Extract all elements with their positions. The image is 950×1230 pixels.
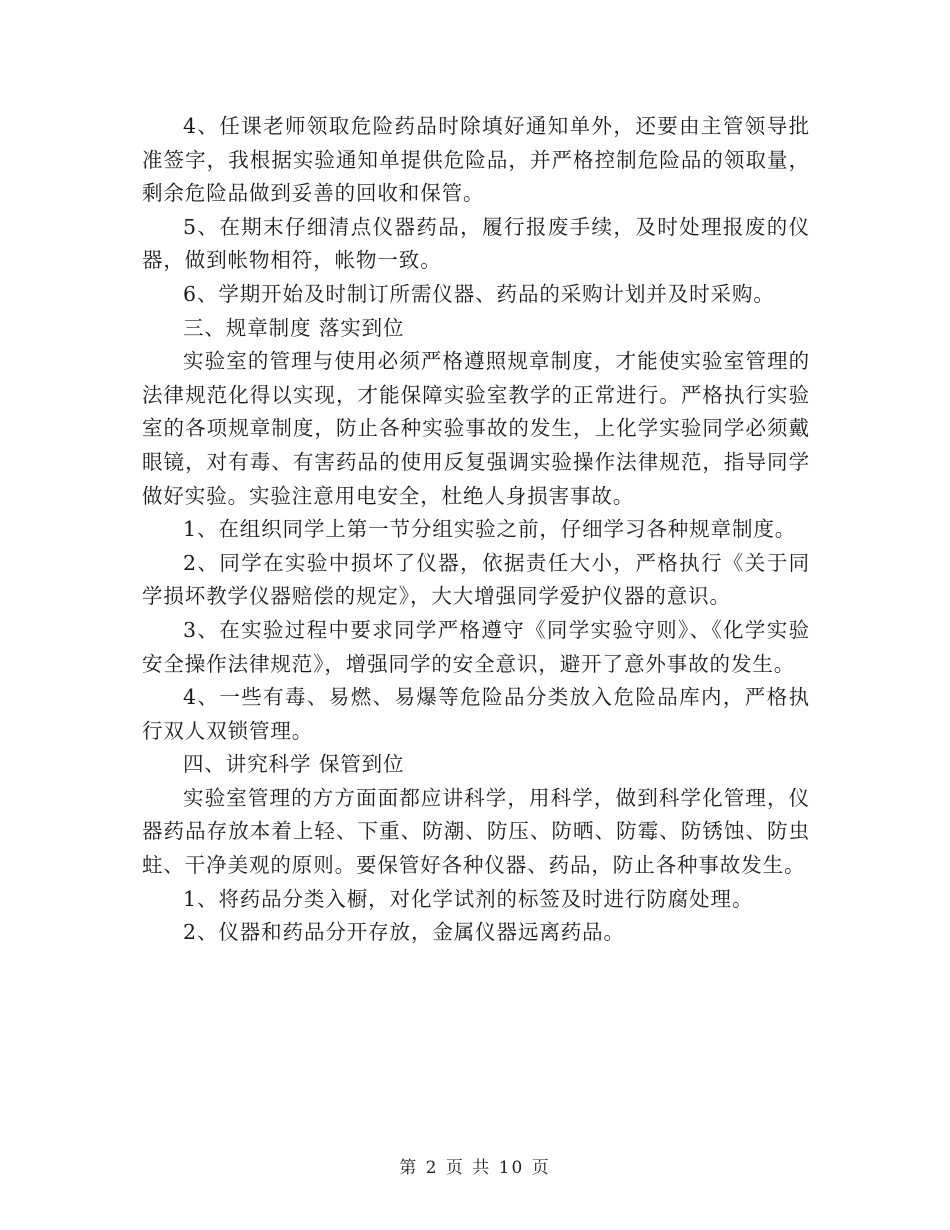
paragraph-regulations-item-1: 1、在组织同学上第一节分组实验之前，仔细学习各种规章制度。: [183, 517, 797, 542]
section-heading-science: 四、讲究科学 保管到位: [183, 752, 405, 777]
paragraph-science-item-1: 1、将药品分类入橱，对化学试剂的标签及时进行防腐处理。: [183, 886, 754, 911]
section-heading-regulations: 三、规章制度 落实到位: [183, 315, 405, 340]
paragraph-regulations-item-2: 2、同学在实验中损坏了仪器，依据责任大小，严格执行《关于同学损坏教学仪器赔偿的规定》，大大增强同学爱护仪器的意识。: [142, 550, 810, 609]
page-number-footer: 第 2 页 共 10 页: [399, 1158, 551, 1178]
paragraph-item-5-inventory: 5、在期末仔细清点仪器药品，履行报废手续，及时处理报废的仪器，做到帐物相符，帐物一致。: [142, 214, 810, 273]
paragraph-regulations-intro: 实验室的管理与使用必须严格遵照规章制度，才能使实验室管理的法律规范化得以实现，才能保障实验室教学的正常进行。严格执行实验室的各项规章制度，防止各种实验事故的发生，上化学实验同学必须戴眼镜，对有毒、有害药品的使用反复强调实验操作法律规范，指导同学做好实验。实验注意用电安全，杜绝人身损害事故。: [142, 349, 810, 508]
paragraph-item-6-procurement: 6、学期开始及时制订所需仪器、药品的采购计划并及时采购。: [183, 281, 775, 306]
document-body: [142, 110, 810, 950]
paragraph-item-4-hazardous-drugs: 4、任课老师领取危险药品时除填好通知单外，还要由主管领导批准签字，我根据实验通知单提供危险品，并严格控制危险品的领取量，剩余危险品做到妥善的回收和保管。: [142, 114, 810, 206]
paragraph-science-item-2: 2、仪器和药品分开存放，金属仪器远离药品。: [183, 920, 625, 945]
paragraph-regulations-item-3: 3、在实验过程中要求同学严格遵守《同学实验守则》、《化学实验安全操作法律规范》，增强同学的安全意识，避开了意外事故的发生。: [142, 617, 810, 676]
paragraph-regulations-item-4: 4、一些有毒、易燃、易爆等危险品分类放入危险品库内，严格执行双人双锁管理。: [142, 685, 810, 743]
paragraph-science-intro: 实验室管理的方方面面都应讲科学，用科学，做到科学化管理，仪器药品存放本着上轻、下重、防潮、防压、防晒、防霉、防锈蚀、防虫蛀、干净美观的原则。要保管好各种仪器、药品，防止各种事故发生。: [142, 785, 810, 878]
